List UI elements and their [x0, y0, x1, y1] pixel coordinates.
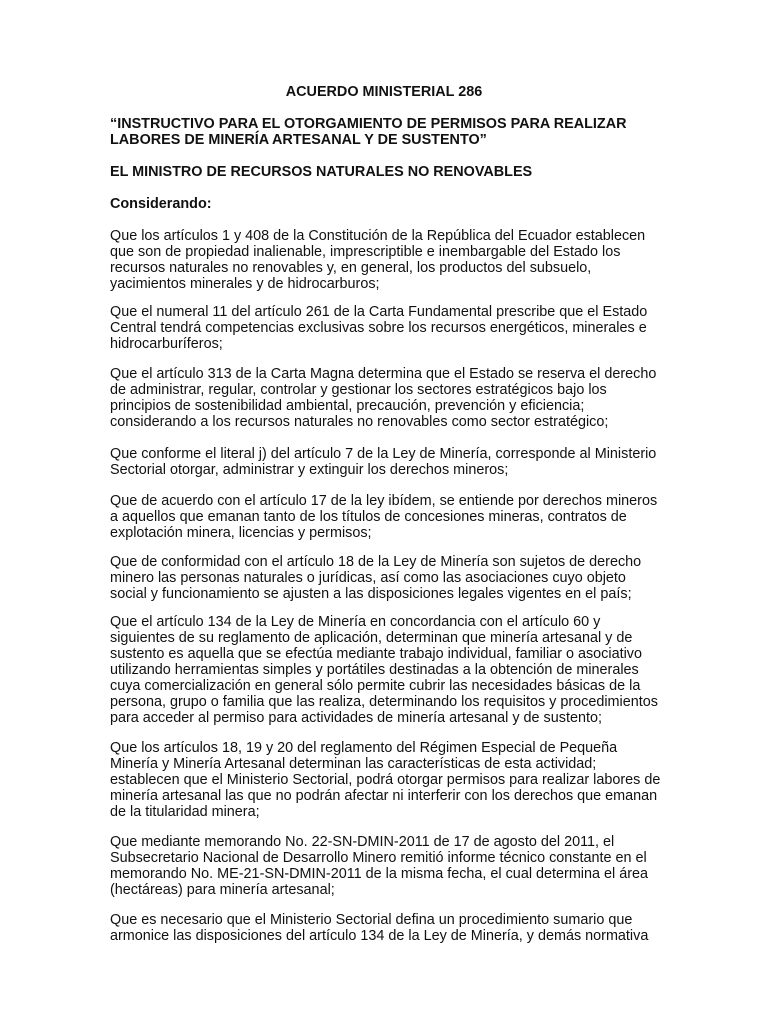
document-subtitle-line: LABORES DE MINERÍA ARTESANAL Y DE SUSTENTO” [110, 132, 487, 148]
paragraph-line: hidrocarburíferos; [110, 336, 223, 352]
considering-heading: Considerando: [110, 196, 212, 212]
paragraph-line: Que de conformidad con el artículo 18 de la Ley de Minería son sujetos de derecho [110, 554, 642, 570]
paragraph-line: minería artesanal las que no podrán afectar ni interferir con los derechos que emanan [110, 788, 658, 804]
paragraph-line: memorando No. ME-21-SN-DMIN-2011 de la misma fecha, el cual determina el área [110, 866, 649, 882]
paragraph-line: Sectorial otorgar, administrar y extinguir los derechos mineros; [110, 462, 509, 478]
paragraph-line: armonice las disposiciones del artículo 134 de la Ley de Minería, y demás normativa [110, 928, 649, 944]
paragraph-line: Que el numeral 11 del artículo 261 de la Carta Fundamental prescribe que el Estado [110, 304, 648, 320]
paragraph-line: Que de acuerdo con el artículo 17 de la ley ibídem, se entiende por derechos mineros [110, 493, 658, 509]
paragraph-line: cuya comercialización en general sólo permite cubrir las necesidades básicas de la [110, 678, 641, 694]
paragraph-line: Que el artículo 134 de la Ley de Minería en concordancia con el artículo 60 y [110, 614, 601, 630]
paragraph-line: sustento es aquella que se efectúa mediante trabajo individual, familiar o asociativo [110, 646, 642, 662]
paragraph-line: Que conforme el literal j) del artículo 7 de la Ley de Minería, corresponde al Ministerio [110, 446, 657, 462]
paragraph-line: recursos naturales no renovables y, en general, los productos del subsuelo, [110, 260, 592, 276]
paragraph-line: utilizando herramientas simples y portátiles destinadas a la obtención de minerales [110, 662, 639, 678]
paragraph-line: Que el artículo 313 de la Carta Magna determina que el Estado se reserva el derecho [110, 366, 657, 382]
paragraph-line: social y funcionamiento se ajusten a las disposiciones legales vigentes en el país; [110, 586, 632, 602]
paragraph-line: minero las personas naturales o jurídicas, así como las asociaciones cuyo objeto [110, 570, 626, 586]
paragraph-line: Que los artículos 18, 19 y 20 del reglamento del Régimen Especial de Pequeña [110, 740, 618, 756]
paragraph-line: Que mediante memorando No. 22-SN-DMIN-2011 de 17 de agosto del 2011, el [110, 834, 615, 850]
paragraph-line: que son de propiedad inalienable, imprescriptible e inembargable del Estado los [110, 244, 621, 260]
paragraph-line: siguientes de su reglamento de aplicación, determinan que minería artesanal y de [110, 630, 633, 646]
paragraph-line: explotación minera, licencias y permisos; [110, 525, 372, 541]
paragraph-line: Central tendrá competencias exclusivas sobre los recursos energéticos, minerales e [110, 320, 647, 336]
paragraph-line: Que es necesario que el Ministerio Sectorial defina un procedimiento sumario que [110, 912, 633, 928]
paragraph-line: Subsecretario Nacional de Desarrollo Minero remitió informe técnico constante en el [110, 850, 647, 866]
paragraph-line: persona, grupo o familia que las realiza, determinando los requisitos y procedimientos [110, 694, 658, 710]
paragraph-line: Minería y Minería Artesanal determinan las características de esta actividad; [110, 756, 597, 772]
paragraph-line: de administrar, regular, controlar y gestionar los sectores estratégicos bajo los [110, 382, 607, 398]
paragraph-line: principios de sostenibilidad ambiental, precaución, prevención y eficiencia; [110, 398, 585, 414]
document-title: ACUERDO MINISTERIAL 286 [285, 84, 483, 100]
issuing-authority: EL MINISTRO DE RECURSOS NATURALES NO RENOVABLES [110, 164, 533, 180]
paragraph-line: para acceder al permiso para actividades de minería artesanal y de sustento; [110, 710, 602, 726]
paragraph-line: de la titularidad minera; [110, 804, 260, 820]
paragraph-line: Que los artículos 1 y 408 de la Constitución de la República del Ecuador establecen [110, 228, 646, 244]
paragraph-line: establecen que el Ministerio Sectorial, podrá otorgar permisos para realizar labores de [110, 772, 661, 788]
document-subtitle-line: “INSTRUCTIVO PARA EL OTORGAMIENTO DE PERMISOS PARA REALIZAR [110, 116, 627, 132]
paragraph-line: considerando a los recursos naturales no renovables como sector estratégico; [110, 414, 609, 430]
paragraph-line: yacimientos minerales y de hidrocarburos; [110, 276, 380, 292]
paragraph-line: a aquellos que emanan tanto de los títulos de concesiones mineras, contratos de [110, 509, 627, 525]
paragraph-line: (hectáreas) para minería artesanal; [110, 882, 335, 898]
